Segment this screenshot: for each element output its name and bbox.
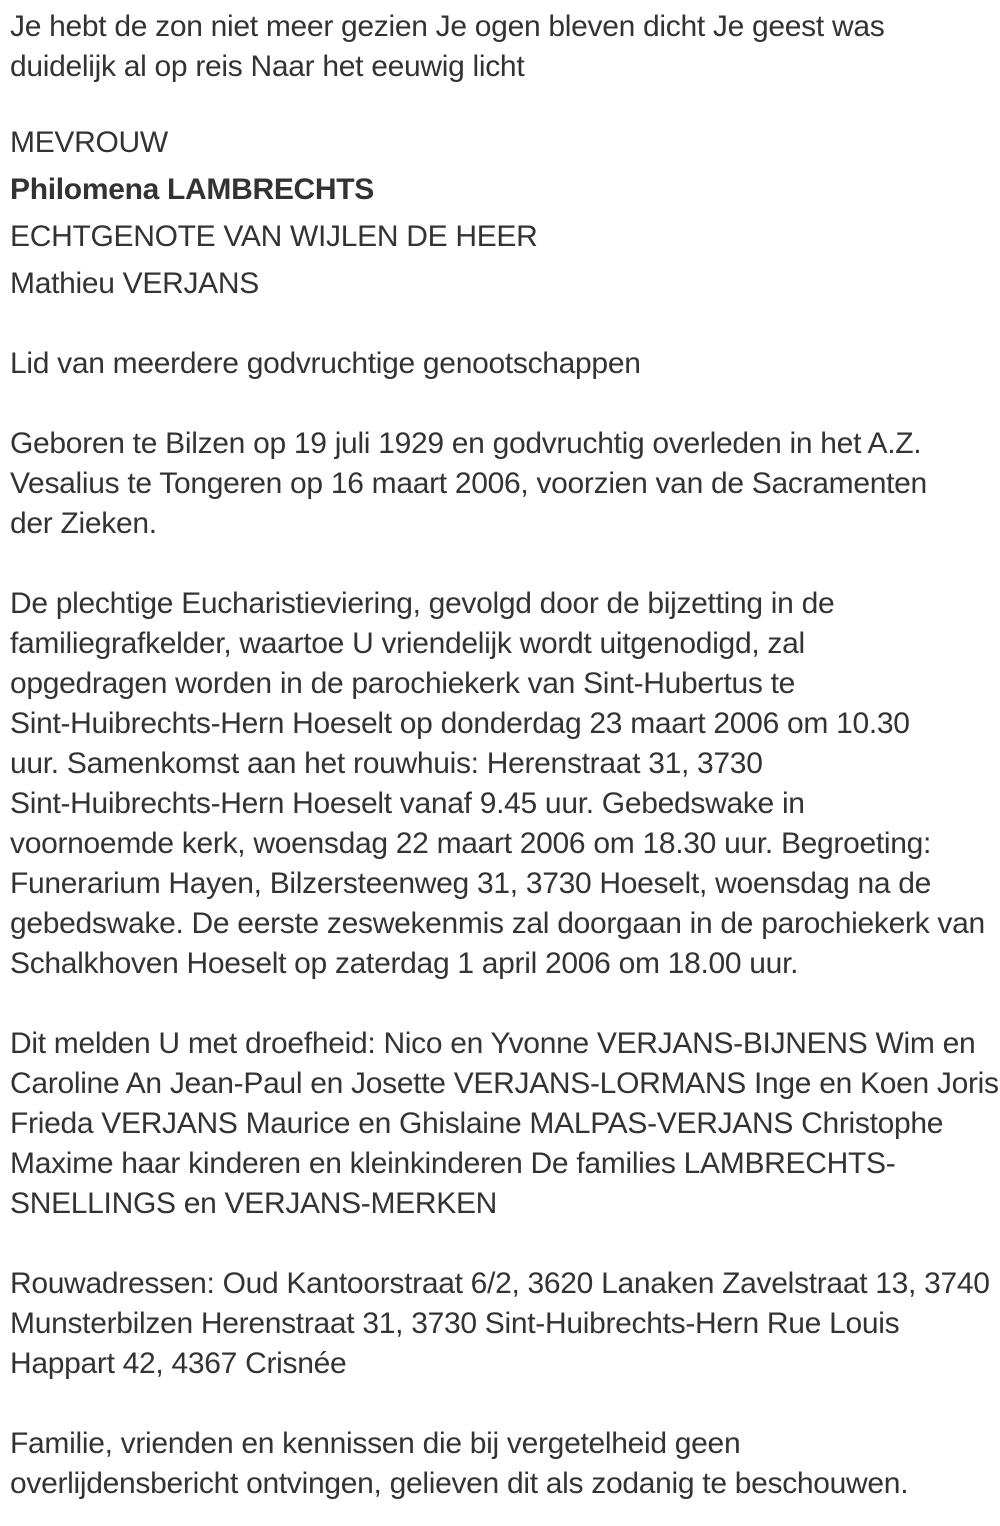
deceased-name [10,170,992,210]
text-line: MEVROUW [10,126,168,159]
text-line: Je hebt de zon niet meer gezien Je ogen bleven dicht Je geest was [10,10,885,43]
text-line: opgedragen worden in de parochiekerk van Sint-Hubertus te [10,667,796,700]
bereaved-family [10,1024,999,1224]
text-line: overlijdensbericht ontvingen, gelieven dit als zodanig te beschouwen. [10,1467,909,1500]
text-line: uur. Samenkomst aan het rouwhuis: Herenstraat 31, 3730 [10,747,763,780]
text-line: ECHTGENOTE VAN WIJLEN DE HEER [10,220,538,253]
text-line: Munsterbilzen Herenstraat 31, 3730 Sint-Huibrechts-Hern Rue Louis [10,1307,900,1340]
memberships [10,344,992,384]
text-line: Mathieu VERJANS [10,267,259,300]
text-line: Vesalius te Tongeren op 16 maart 2006, voorzien van de Sacramenten [10,467,927,500]
text-line: Philomena LAMBRECHTS [10,173,375,206]
text-line: voornoemde kerk, woensdag 22 maart 2006 om 18.30 uur. Begroeting: [10,827,932,860]
text-line: Maxime haar kinderen en kleinkinderen De families LAMBRECHTS- [10,1147,896,1180]
text-line: Geboren te Bilzen op 19 juli 1929 en godvruchtig overleden in het A.Z. [10,427,922,460]
mourning-addresses [10,1264,992,1384]
funeral-arrangements [10,584,992,984]
salutation [10,123,992,163]
text-line: der Zieken. [10,507,157,540]
spouse-relation [10,217,992,257]
text-line: Rouwadressen: Oud Kantoorstraat 6/2, 3620 Lanaken Zavelstraat 13, 3740 [10,1267,990,1300]
text-line: Familie, vrienden en kennissen die bij vergetelheid geen [10,1427,741,1460]
text-line: Frieda VERJANS Maurice en Ghislaine MALPAS-VERJANS Christophe [10,1107,944,1140]
text-line: Happart 42, 4367 Crisnée [10,1347,347,1380]
text-line: SNELLINGS en VERJANS-MERKEN [10,1187,498,1220]
text-line: duidelijk al op reis Naar het eeuwig licht [10,50,525,83]
birth-death-details [10,424,992,544]
text-line: Funerarium Hayen, Bilzersteenweg 31, 3730 Hoeselt, woensdag na de [10,867,932,900]
text-line: Lid van meerdere godvruchtige genootschappen [10,347,641,380]
text-line: De plechtige Eucharistieviering, gevolgd door de bijzetting in de [10,587,835,620]
spouse-name [10,264,992,304]
text-line: gebedswake. De eerste zeswekenmis zal doorgaan in de parochiekerk van [10,907,985,940]
text-line: familiegrafkelder, waartoe U vriendelijk wordt uitgenodigd, zal [10,627,805,660]
text-line: Dit melden U met droefheid: Nico en Yvonne VERJANS-BIJNENS Wim en [10,1027,976,1060]
text-line: Caroline An Jean-Paul en Josette VERJANS-LORMANS Inge en Koen Joris [10,1067,999,1100]
text-line: Schalkhoven Hoeselt op zaterdag 1 april 2006 om 18.00 uur. [10,947,799,980]
text-line: Sint-Huibrechts-Hern Hoeselt op donderdag 23 maart 2006 om 10.30 [10,707,910,740]
closing-notice [10,1424,992,1504]
text-line: Sint-Huibrechts-Hern Hoeselt vanaf 9.45 uur. Gebedswake in [10,787,805,820]
memorial-verse [10,7,992,87]
